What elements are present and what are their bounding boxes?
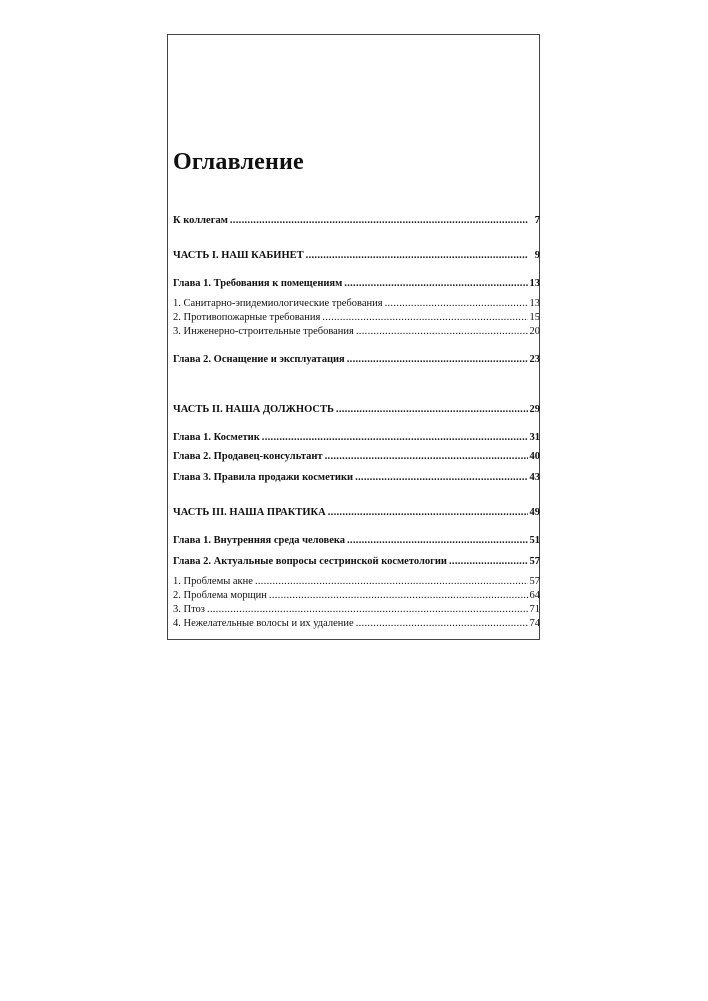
toc-entry-label: ЧАСТЬ I. НАШ КАБИНЕТ — [173, 250, 304, 261]
toc-entry-label: Глава 1. Внутренняя среда человека — [173, 535, 345, 546]
dot-leader — [207, 603, 528, 616]
toc-entry[interactable] — [173, 603, 540, 616]
toc-entry-label: 2. Противопожарные требования — [173, 312, 321, 323]
toc-entry[interactable] — [173, 403, 540, 416]
dot-leader — [344, 277, 527, 290]
toc-entry-label: ЧАСТЬ II. НАША ДОЛЖНОСТЬ — [173, 404, 334, 415]
dot-leader — [262, 431, 528, 444]
toc-entry-label: 1. Санитарно-эпидемиологические требования — [173, 298, 383, 309]
dot-leader — [336, 403, 528, 416]
toc-entry-page: 51 — [529, 535, 540, 546]
toc-entry[interactable] — [173, 617, 540, 630]
toc-entry-label: ЧАСТЬ III. НАША ПРАКТИКА — [173, 507, 326, 518]
dot-leader — [449, 555, 528, 568]
toc-entry[interactable] — [173, 431, 540, 444]
toc-entry-label: 3. Птоз — [173, 604, 205, 615]
toc-entry[interactable] — [173, 575, 540, 588]
toc-entry-page: 57 — [529, 556, 540, 567]
dot-leader — [230, 214, 528, 227]
toc-entry[interactable] — [173, 506, 540, 519]
dot-leader — [269, 589, 528, 602]
toc-entry-label: 2. Проблема морщин — [173, 590, 267, 601]
toc-entry-label: Глава 2. Оснащение и эксплуатация — [173, 354, 345, 365]
dot-leader — [306, 249, 528, 262]
dot-leader — [255, 575, 528, 588]
toc-entry-page: 15 — [529, 312, 540, 323]
toc-entry[interactable] — [173, 534, 540, 547]
toc-entry-page: 9 — [534, 250, 540, 261]
toc-entry-label: 1. Проблемы акне — [173, 576, 253, 587]
toc-entry-label: К коллегам — [173, 215, 228, 226]
dot-leader — [347, 353, 528, 366]
toc-entry-label: Глава 2. Продавец-консультант — [173, 451, 323, 462]
toc-entry-label: 3. Инженерно-строительные требования — [173, 326, 354, 337]
document-page — [167, 34, 540, 640]
dot-leader — [355, 471, 527, 484]
toc-entry-label: Глава 3. Правила продажи косметики — [173, 472, 354, 483]
toc-entry[interactable] — [173, 589, 540, 602]
toc-entry-page: 64 — [529, 590, 540, 601]
toc-entry-page: 31 — [529, 432, 540, 443]
toc-entry-label: Глава 1. Требования к помещениям — [173, 278, 343, 289]
toc-entry-page: 7 — [534, 215, 540, 226]
toc-entry[interactable] — [173, 277, 540, 290]
dot-leader — [322, 311, 527, 324]
toc-entry[interactable] — [173, 353, 540, 366]
toc-entry-page: 43 — [529, 472, 540, 483]
dot-leader — [325, 450, 528, 463]
toc-entry[interactable] — [173, 450, 540, 463]
toc-entry-page: 23 — [529, 354, 540, 365]
dot-leader — [385, 297, 528, 310]
toc-entry-label: 4. Нежелательные волосы и их удаление — [173, 618, 354, 629]
toc-entry[interactable] — [173, 311, 540, 324]
toc-entry[interactable] — [173, 214, 540, 227]
toc-entry-page: 74 — [529, 618, 540, 629]
toc-entry[interactable] — [173, 325, 540, 338]
toc-entry[interactable] — [173, 555, 540, 568]
toc-entry-page: 20 — [529, 326, 540, 337]
toc-entry-page: 29 — [529, 404, 540, 415]
toc-entry-page: 13 — [529, 278, 540, 289]
toc-entry-page: 49 — [529, 507, 540, 518]
toc-entry-page: 71 — [529, 604, 540, 615]
toc-entry[interactable] — [173, 297, 540, 310]
toc-entry-label: Глава 2. Актуальные вопросы сестринской косметологии — [173, 556, 447, 567]
toc-entry[interactable] — [173, 471, 540, 484]
toc-entry-label: Глава 1. Косметик — [173, 432, 260, 443]
toc-entry-page: 40 — [529, 451, 540, 462]
toc-entry-page: 57 — [529, 576, 540, 587]
dot-leader — [347, 534, 528, 547]
toc-title: Оглавление — [173, 149, 304, 175]
dot-leader — [328, 506, 528, 519]
dot-leader — [356, 617, 528, 630]
toc-entry-page: 13 — [529, 298, 540, 309]
dot-leader — [356, 325, 528, 338]
toc-entry[interactable] — [173, 249, 540, 262]
